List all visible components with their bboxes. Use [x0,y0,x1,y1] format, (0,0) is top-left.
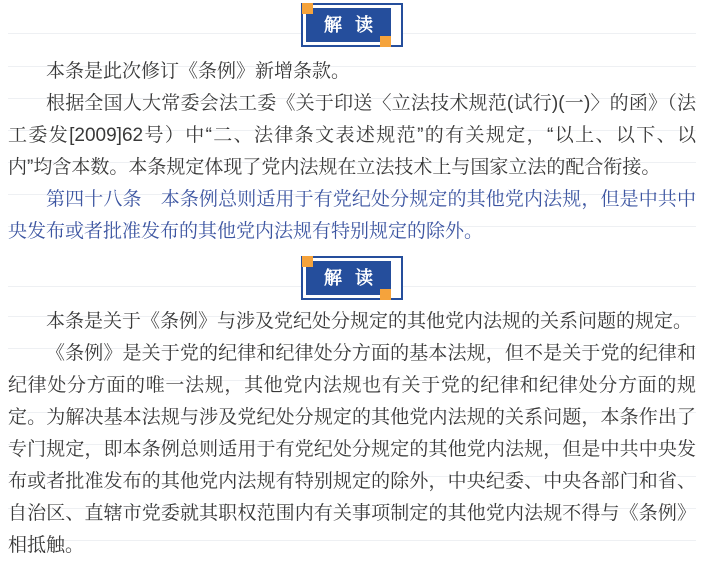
badge-corner-topleft-icon [302,256,313,267]
badge-corner-bottomright-icon [380,36,391,47]
badge-corner-bottomright-icon [380,289,391,300]
jiedu-badge-label: 解读 [306,8,391,42]
paragraph-new-clause: 本条是此次修订《条例》新增条款。 [8,56,696,88]
paragraph-legal-basis: 根据全国人大常委会法工委《关于印送〈立法技术规范(试行)(一)〉的函》（法工委发[2009]62号）中“二、法律条文表述规范”的有关规定，“以上、以下、以内”均含本数。本条规定体现了党内法规在立法技术上与国家立法的配合衔接。 [8,88,696,184]
badge-corner-topleft-icon [302,3,313,14]
jiedu-badge-label: 解读 [306,261,391,295]
article-page [0,3,704,560]
interpretation-section-1 [8,3,696,248]
interpretation-section-2 [8,256,696,562]
legal-quote-article-48: 第四十八条 本条例总则适用于有党纪处分规定的其他党内法规，但是中共中央发布或者批准发布的其他党内法规有特别规定的除外。 [8,184,696,248]
jiedu-badge-row-2 [8,256,696,300]
jiedu-badge-row-1 [8,3,696,47]
paragraph-relationship-detail: 《条例》是关于党的纪律和纪律处分方面的基本法规，但不是关于党的纪律和纪律处分方面的唯一法规，其他党内法规也有关于党的纪律和纪律处分方面的规定。为解决基本法规与涉及党纪处分规定的其他党内法规的关系问题，本条作出了专门规定，即本条例总则适用于有党纪处分规定的其他党内法规，但是中共中央发布或者批准发布的其他党内法规有特别规定的除外，中央纪委、中央各部门和省、自治区、直辖市党委就其职权范围内有关事项制定的其他党内法规不得与《条例》相抵触。 [8,338,696,562]
paragraph-relationship-summary: 本条是关于《条例》与涉及党纪处分规定的其他党内法规的关系问题的规定。 [8,306,696,338]
jiedu-badge [301,256,403,300]
jiedu-badge [301,3,403,47]
